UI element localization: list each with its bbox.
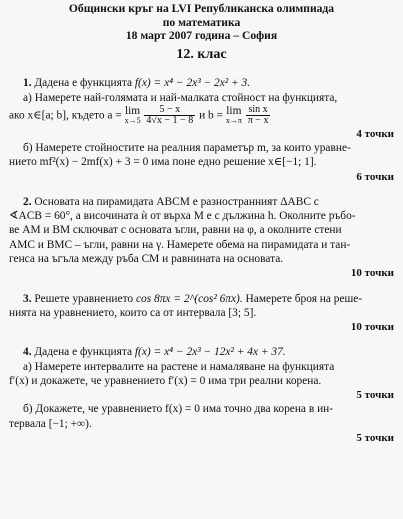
problem-number: 2. <box>23 196 32 209</box>
problem-1-points-a: 4 точки <box>356 127 394 140</box>
limit-a-label: lim <box>124 104 141 117</box>
problem-4-part-b-line-1: б) Докажете, че уравнението f(x) = 0 има точно два корена в ин- <box>23 403 334 416</box>
limit-b <box>226 106 242 125</box>
limit-a <box>125 106 141 125</box>
problem-1-part-a-line-1: а) Намерете най-голямата и най-малката стойност на функцията, <box>23 91 338 104</box>
limit-a-denominator: 4√x − 1 − 8 <box>146 115 194 127</box>
problem-4-lead-line <box>9 345 394 359</box>
problem-4 <box>9 345 394 445</box>
problem-4-part-a-line-2: f′(x) и докажете, че уравнението f′(x) = 0 има три реални корена. <box>9 374 322 387</box>
problem-1-and: и b = <box>199 109 223 122</box>
problem-1-part-b-line-1: б) Намерете стойностите на реалния параметър m, за които уравне- <box>23 142 351 155</box>
problem-1-formula: f(x) = x⁴ − 2x³ − 2x² + 3. <box>134 77 251 90</box>
problem-4-part-a-line-1: а) Намерете интервалите на растене и намаляване на функцията <box>23 360 335 373</box>
limit-b-numerator: sin x <box>246 105 271 117</box>
problem-2-text-1: Основата на пирамидата ABCM е разностранният ΔABC с <box>34 196 319 209</box>
problem-1-part-a-prefix: ако x∈[a; b], където a = <box>9 109 122 122</box>
limit-a-numerator: 5 − x <box>144 105 195 117</box>
problem-1-points-b: 6 точки <box>356 170 394 183</box>
problem-number: 4. <box>23 346 32 359</box>
limit-a-fraction <box>144 105 195 127</box>
problem-2 <box>9 195 394 280</box>
problem-4-lead: Дадена е функцията <box>34 346 133 359</box>
problem-2-points: 10 точки <box>350 266 394 279</box>
header-line-3: 18 март 2007 година – София <box>125 29 278 43</box>
limit-a-subscript: x→5 <box>124 116 141 126</box>
header-line-2: по математика <box>162 15 241 29</box>
grade-title: 12. клас <box>176 47 227 63</box>
limit-b-label: lim <box>226 104 242 117</box>
problem-2-line-5: генса на ъгъла между ръба CM и равнината на основата. <box>9 252 284 265</box>
problem-3 <box>9 292 394 335</box>
limit-b-subscript: x→π <box>225 116 242 126</box>
problem-1-part-a-line-2 <box>9 105 394 127</box>
document-header <box>9 2 394 43</box>
problem-3-equation: cos 8πx = 2^(cos² 6πx). <box>135 292 243 305</box>
problem-4-part-b-line-2: тервала [−1; +∞). <box>9 417 92 430</box>
problem-3-prefix: Решете уравнението <box>34 292 134 305</box>
problem-4-points-a: 5 точки <box>356 388 394 401</box>
problem-1-part-b-line-2: нието mf²(x) − 2mf(x) + 3 = 0 има поне едно решение x∈[−1; 1]. <box>9 156 317 169</box>
problem-4-points-b: 5 точки <box>356 431 394 444</box>
problem-1 <box>9 76 394 184</box>
problem-2-line-1 <box>9 195 394 209</box>
limit-b-fraction <box>246 105 271 127</box>
limit-b-denominator: π − x <box>247 115 269 127</box>
problem-1-lead: Дадена е функцията <box>34 77 133 90</box>
problem-3-line-2: нията на уравнението, които са от интервала [3; 5]. <box>9 306 257 319</box>
problem-3-points: 10 точки <box>350 320 394 333</box>
problem-3-line-1 <box>9 292 394 306</box>
header-line-1: Общински кръг на LVI Републиканска олимпиада <box>68 2 335 15</box>
problem-4-formula: f(x) = x⁴ − 2x³ − 12x² + 4x + 37. <box>134 346 286 359</box>
problem-number: 1. <box>23 77 32 90</box>
problem-3-suffix: Намерете броя на реше- <box>245 292 363 305</box>
problem-1-lead-line <box>9 76 394 90</box>
problem-2-line-4: AMC и BMC – ъгли, равни на γ. Намерете обема на пирамидата и тан- <box>9 238 351 251</box>
problem-2-line-3: ве AM и BM сключват с основата ъгли, равни на φ, а околните стени <box>9 224 342 237</box>
problem-2-line-2: ∢ACB = 60°, а височината ѝ от върха M е с дължина h. Околните ръбо- <box>9 210 356 223</box>
problem-number: 3. <box>23 292 32 305</box>
